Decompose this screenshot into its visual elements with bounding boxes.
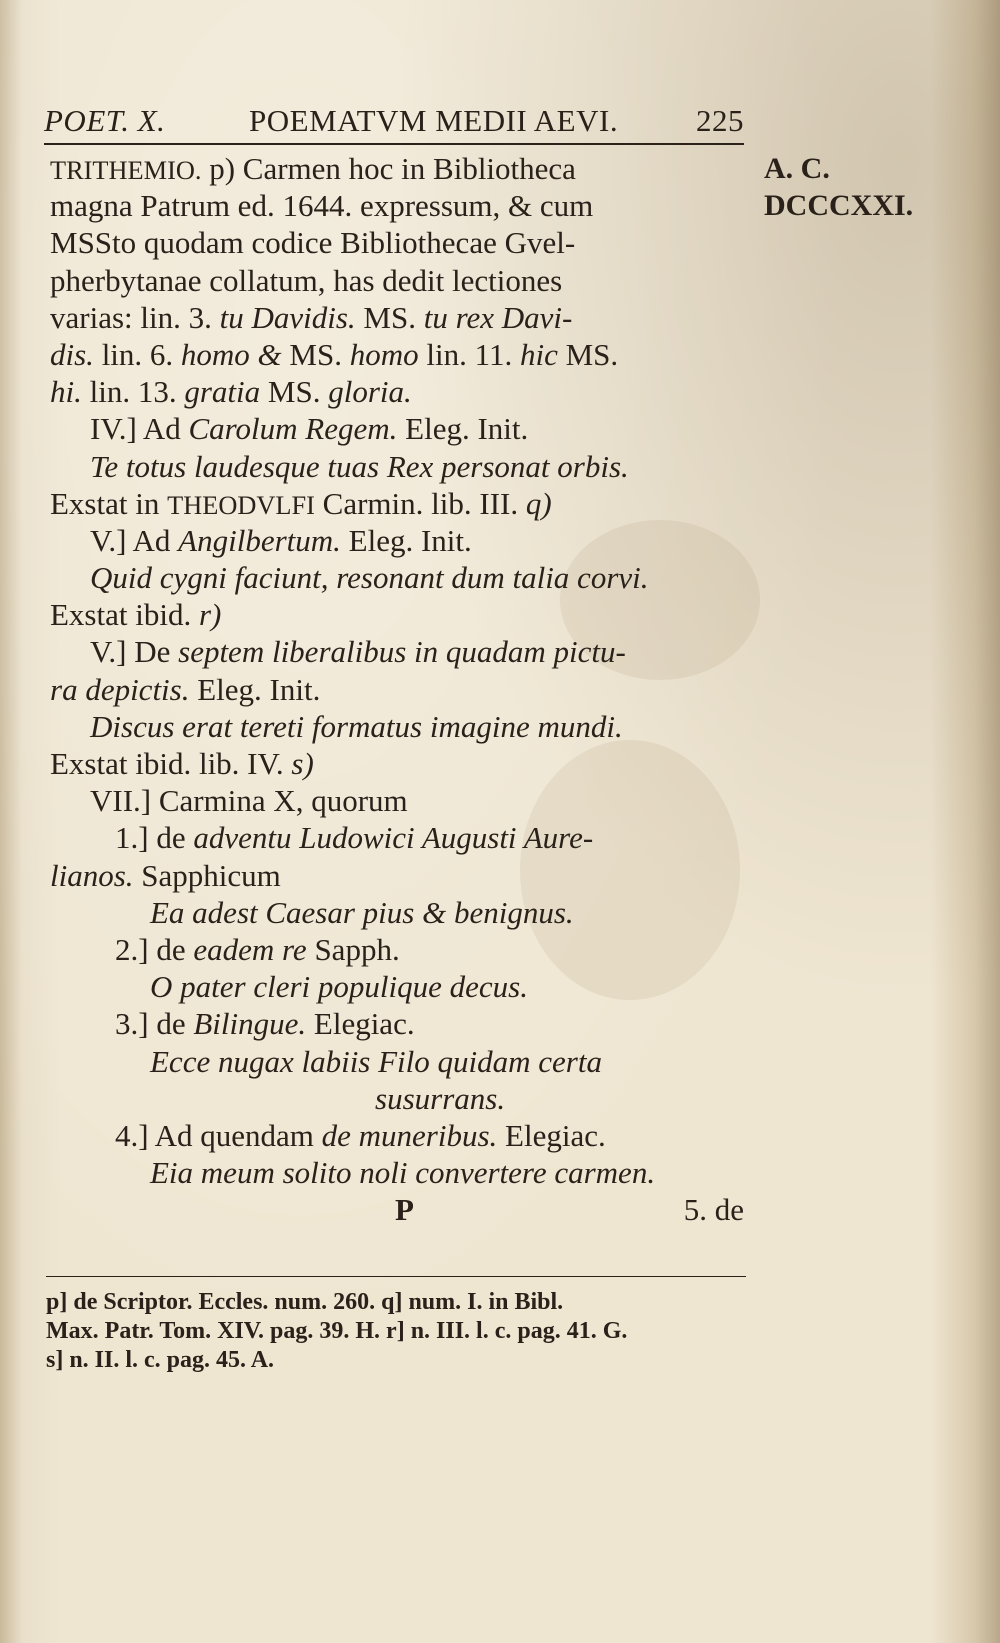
running-header [44,103,744,145]
catchword-line [50,1191,750,1228]
text-line [50,336,750,373]
text-span: hi. [50,374,82,410]
text-span: varias: lin. 3. [50,299,212,335]
incipit-line: susurrans. [375,1080,506,1116]
text-span: Angilbertum. [178,522,341,558]
incipit-line: Ecce nugax labiis Filo quidam certa [150,1043,602,1079]
text-span: homo [341,336,419,372]
signature-mark: P [395,1192,414,1228]
text-line: MSSto quodam codice Bibliothecae Gvel- [50,225,576,261]
text-line [50,299,750,336]
entry-heading: VII.] Carmina X, quorum [90,783,408,819]
footnote-line: p] de Scriptor. Eccles. num. 260. q] num. I. in Bibl. [46,1289,564,1315]
text-span: gloria. [320,374,412,410]
header-title: POEMATVM MEDII AEVI. [249,103,619,138]
marginal-date [764,150,914,224]
text-span: 3.] de [115,1006,194,1042]
entry-heading [50,633,750,670]
text-span: tu rex Davi- [415,299,573,335]
text-span: Sapphicum [133,857,281,893]
text-span: eadem re [193,931,307,967]
text-span: 2.] de [115,931,194,967]
footnotes [46,1288,746,1375]
text-span: Eleg. Init. [397,411,529,447]
catchword: 5. de [683,1192,744,1228]
text-span: Elegiac. [497,1117,606,1153]
text-span: MS. [355,299,416,335]
text-span: septem liberalibus in quadam pictu- [178,634,626,670]
page-number: 225 [696,103,744,138]
incipit-line: Discus erat tereti formatus imagine mundi. [90,708,623,744]
text-line [50,373,750,410]
sub-entry [50,931,750,968]
text-span: 1.] de [115,820,194,856]
footnote-line: s] n. II. l. c. pag. 45. A. [46,1347,275,1373]
text-span: lianos. [50,857,134,893]
text-span: lin. 11. [418,336,513,372]
incipit-line: Ea adest Caesar pius & benignus. [150,894,574,930]
footnote-ref: s) [291,746,314,781]
text-span: Bilingue. [193,1006,307,1042]
text-span: adventu Ludowici Augusti Aure- [193,820,594,856]
author-name: TRITHEMIO. [50,156,202,185]
sub-entry [50,1117,750,1154]
text-span: Carolum Regem. [188,411,398,447]
text-line [50,671,750,708]
incipit-line: Quid cygni faciunt, resonant dum talia corvi. [90,560,649,596]
entry-heading [50,410,750,447]
footnote-rule [46,1276,746,1277]
sub-entry [50,1005,750,1042]
header-section: POET. X. [44,103,166,138]
text-span: gratia [176,374,261,410]
author-name: THEODVLFI [167,490,315,520]
text-span: tu Davidis. [211,299,356,335]
text-span: Eleg. Init. [189,671,321,707]
text-span: Exstat in [50,485,168,521]
header-rule [44,143,744,145]
text-span: Carmin. lib. III. [314,485,526,521]
text-span: IV.] Ad [90,411,189,447]
text-span: dis. [50,336,94,372]
footnote-line: Max. Patr. Tom. XIV. pag. 39. H. r] n. III. l. c. pag. 41. G. [46,1318,628,1344]
text-span: V.] Ad [90,522,179,558]
text-line [50,150,750,187]
text-span: Eleg. Init. [340,522,472,558]
marginal-year: DCCCXXI. [764,189,914,222]
footnote-ref: q) [525,485,552,521]
text-span: V.] De [90,634,179,670]
entry-heading [50,522,750,559]
text-line [50,596,750,633]
text-span: de muneribus. [321,1117,498,1153]
marginal-era: A. C. [764,152,830,185]
incipit-line: Eia meum solito noli convertere carmen. [150,1155,656,1191]
text-span: MS. [289,336,342,372]
text-span: Exstat ibid. lib. IV. [50,746,292,781]
text-span: homo & [173,336,290,372]
main-text [50,150,750,1228]
text-span: MS. [557,336,619,372]
text-span: lin. 13. [81,374,177,410]
sub-entry [50,819,750,856]
text-span: MS. [260,374,321,410]
text-line: magna Patrum ed. 1644. expressum, & cum [50,188,594,224]
text-span: hic [512,336,558,372]
text-span: Sapph. [306,931,400,967]
text-line [50,745,750,782]
text-span: Exstat ibid. [50,597,199,633]
text-span: p) Carmen hoc in Bibliotheca [201,151,576,186]
text-line: pherbytanae collatum, has dedit lectiones [50,262,563,298]
text-span: Elegiac. [306,1006,415,1042]
incipit-line: Te totus laudesque tuas Rex personat orbis. [90,448,629,484]
incipit-line: O pater cleri populique decus. [150,969,528,1005]
text-line [50,485,750,522]
text-span: 4.] Ad quendam [115,1117,322,1153]
footnote-ref: r) [198,597,222,633]
text-span: ra depictis. [50,671,190,707]
text-line [50,857,750,894]
text-span: lin. 6. [93,336,174,372]
